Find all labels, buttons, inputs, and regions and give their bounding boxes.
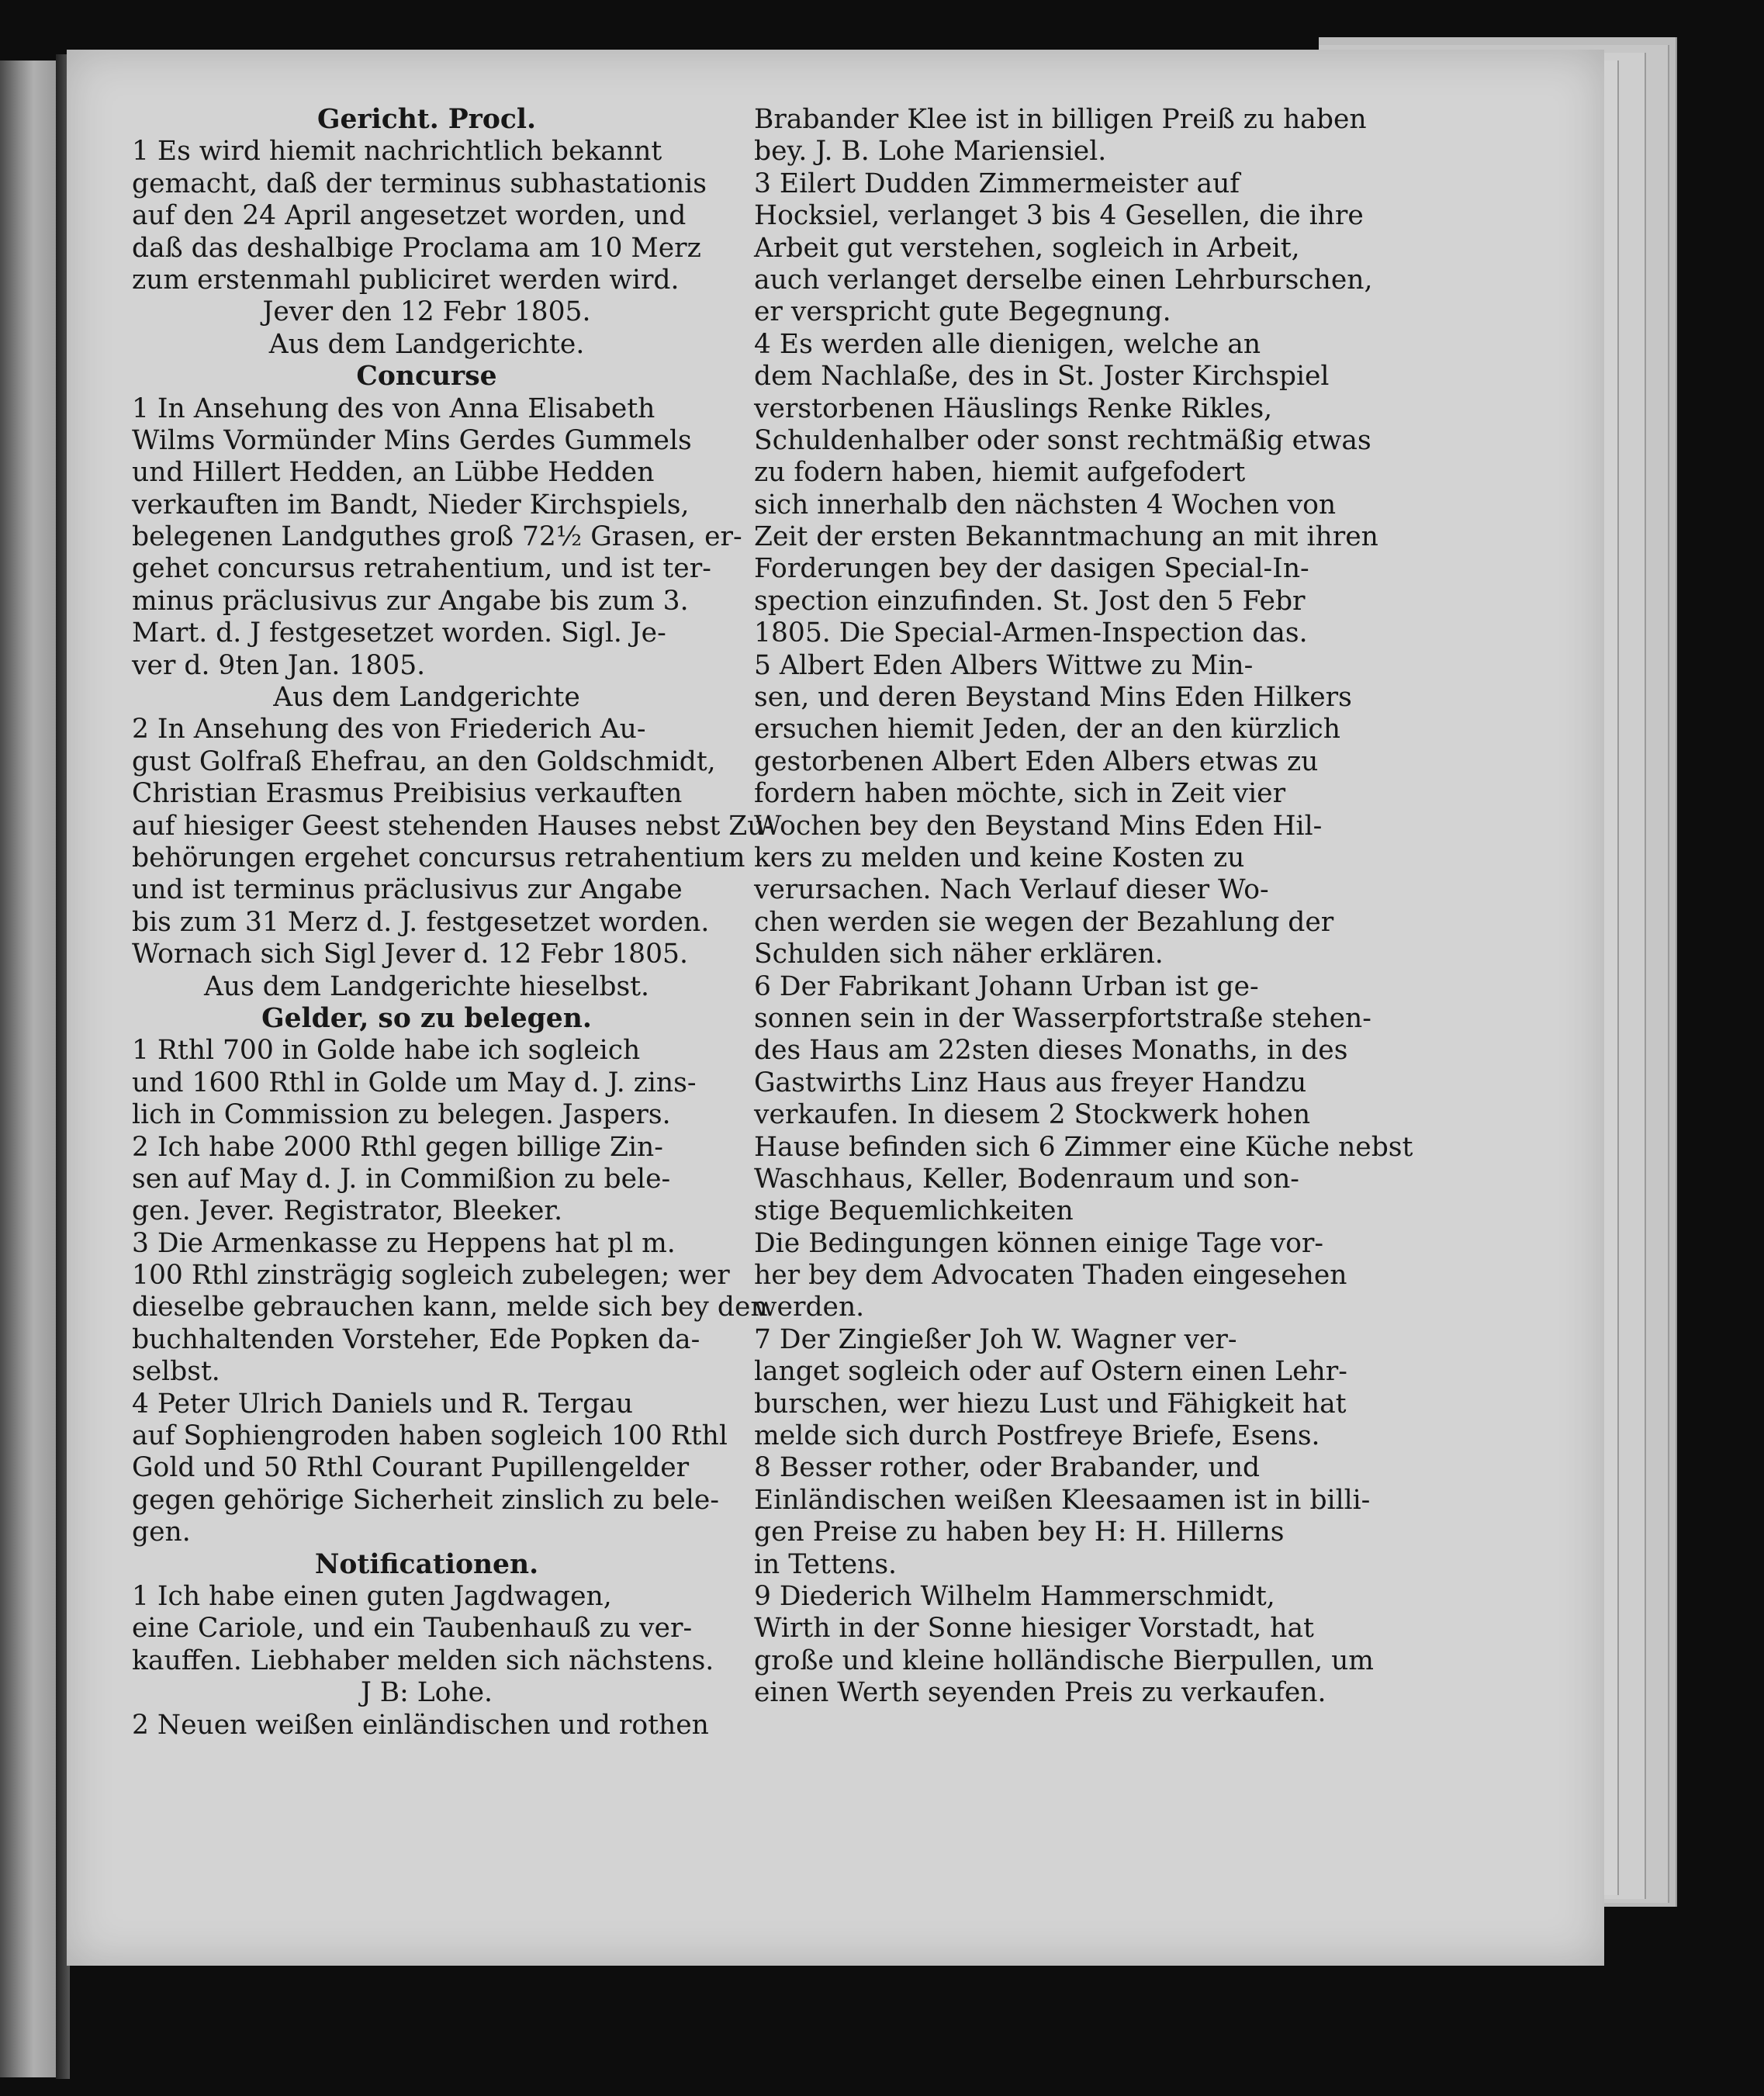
- section-heading: Gelder, so zu belegen.: [261, 1002, 592, 1034]
- text-line: 6 Der Fabrikant Johann Urban ist ge-: [754, 970, 1259, 1002]
- text-line: große und kleine holländische Bierpullen, um: [754, 1645, 1375, 1676]
- text-line: zu fodern haben, hiemit aufgefodert: [754, 457, 1246, 489]
- text-line: stige Bequemlichkeiten: [754, 1195, 1074, 1227]
- text-line: her bey dem Advocaten Thaden eingesehen: [754, 1260, 1347, 1292]
- text-line: dieselbe gebrauchen kann, melde sich bey den: [132, 1292, 768, 1323]
- text-line: Zeit der ersten Bekanntmachung an mit ihren: [754, 521, 1378, 553]
- text-line: auf hiesiger Geest stehenden Hauses nebst Zu-: [132, 810, 774, 842]
- text-line: J B: Lohe.: [360, 1677, 493, 1709]
- left-text-column: [132, 104, 773, 1741]
- text-line: spection einzufinden. St. Jost den 5 Febr: [754, 585, 1306, 617]
- section-heading: Gericht. Procl.: [317, 104, 536, 135]
- text-line: er verspricht gute Begegnung.: [754, 296, 1171, 328]
- text-line: dem Nachlaße, des in St. Joster Kirchspiel: [754, 361, 1330, 393]
- text-line: Gastwirths Linz Haus aus freyer Handzu: [754, 1067, 1307, 1098]
- text-line: sich innerhalb den nächsten 4 Wochen von: [754, 489, 1337, 521]
- text-line: melde sich durch Postfreye Briefe, Esens.: [754, 1420, 1320, 1452]
- text-line: bis zum 31 Merz d. J. festgesetzet worden.: [132, 906, 710, 938]
- text-line: gemacht, daß der terminus subhastationis: [132, 168, 707, 199]
- text-line: Wilms Vormünder Mins Gerdes Gummels: [132, 424, 692, 456]
- text-line: 4 Es werden alle dienigen, welche an: [754, 328, 1261, 360]
- text-line: auf den 24 April angesetzet worden, und: [132, 200, 687, 232]
- text-line: Mart. d. J festgesetzet worden. Sigl. Je-: [132, 617, 666, 649]
- text-line: Gold und 50 Rthl Courant Pupillengelder: [132, 1452, 690, 1484]
- text-line: Hause befinden sich 6 Zimmer eine Küche nebst: [754, 1131, 1413, 1163]
- text-line: verkauften im Bandt, Nieder Kirchspiels,: [132, 489, 690, 521]
- text-line: langet sogleich oder auf Ostern einen Lehr-: [754, 1356, 1347, 1388]
- text-line: Aus dem Landgerichte hieselbst.: [203, 970, 650, 1002]
- text-line: Wochen bey den Beystand Mins Eden Hil-: [754, 810, 1323, 842]
- text-line: Wornach sich Sigl Jever d. 12 Febr 1805.: [132, 939, 688, 970]
- text-line: gen. Jever. Registrator, Bleeker.: [132, 1195, 563, 1227]
- text-line: werden.: [754, 1292, 865, 1323]
- text-line: einen Werth seyenden Preis zu verkaufen.: [754, 1677, 1326, 1709]
- text-line: des Haus am 22sten dieses Monaths, in des: [754, 1035, 1348, 1067]
- text-line: lich in Commission zu belegen. Jaspers.: [132, 1099, 671, 1131]
- text-line: 1805. Die Special-Armen-Inspection das.: [754, 617, 1308, 649]
- text-line: Christian Erasmus Preibisius verkauften: [132, 778, 683, 810]
- text-line: Hocksiel, verlanget 3 bis 4 Gesellen, die ihre: [754, 200, 1364, 232]
- text-line: kers zu melden und keine Kosten zu: [754, 842, 1245, 873]
- text-line: 2 Neuen weißen einländischen und rothen: [132, 1709, 709, 1741]
- text-line: Schulden sich näher erklären.: [754, 939, 1164, 970]
- text-line: 7 Der Zingießer Joh W. Wagner ver-: [754, 1323, 1237, 1355]
- text-line: 1 Ich habe einen guten Jagdwagen,: [132, 1580, 612, 1612]
- text-line: Jever den 12 Febr 1805.: [262, 296, 591, 328]
- right-text-column: [754, 104, 1413, 1710]
- text-line: 1 Rthl 700 in Golde habe ich sogleich: [132, 1035, 641, 1067]
- text-line: Waschhaus, Keller, Bodenraum und son-: [754, 1163, 1299, 1195]
- left-page-edge: [0, 61, 56, 2077]
- section-heading: Notificationen.: [314, 1548, 539, 1580]
- text-line: bey. J. B. Lohe Mariensiel.: [754, 136, 1107, 168]
- text-line: gestorbenen Albert Eden Albers etwas zu: [754, 745, 1319, 777]
- text-line: verstorbenen Häuslings Renke Rikles,: [754, 393, 1273, 424]
- text-line: buchhaltenden Vorsteher, Ede Popken da-: [132, 1323, 700, 1355]
- text-line: auch verlanget derselbe einen Lehrburschen,: [754, 264, 1373, 296]
- text-line: und Hillert Hedden, an Lübbe Hedden: [132, 457, 655, 489]
- text-line: verkaufen. In diesem 2 Stockwerk hohen: [754, 1099, 1311, 1131]
- text-line: 1 Es wird hiemit nachrichtlich bekannt: [132, 136, 662, 168]
- text-line: und ist terminus präclusivus zur Angabe: [132, 874, 683, 906]
- text-line: ersuchen hiemit Jeden, der an den kürzlich: [754, 714, 1340, 745]
- text-line: in Tettens.: [754, 1548, 898, 1580]
- text-line: gegen gehörige Sicherheit zinslich zu bele-: [132, 1484, 719, 1516]
- main-page: [67, 50, 1604, 1966]
- text-line: selbst.: [132, 1356, 220, 1388]
- text-line: 1 In Ansehung des von Anna Elisabeth: [132, 393, 655, 424]
- text-line: gehet concursus retrahentium, und ist ter-: [132, 553, 711, 585]
- text-line: 2 In Ansehung des von Friederich Au-: [132, 714, 646, 745]
- text-line: 4 Peter Ulrich Daniels und R. Tergau: [132, 1388, 633, 1420]
- text-line: 8 Besser rother, oder Brabander, und: [754, 1452, 1261, 1484]
- text-line: daß das deshalbige Proclama am 10 Merz: [132, 232, 701, 264]
- text-line: Aus dem Landgerichte: [273, 682, 580, 714]
- text-line: Forderungen bey der dasigen Special-In-: [754, 553, 1309, 585]
- text-line: 3 Eilert Dudden Zimmermeister auf: [754, 168, 1240, 199]
- text-line: Brabander Klee ist in billigen Preiß zu haben: [754, 104, 1367, 135]
- text-line: 100 Rthl zinsträgig sogleich zubelegen; wer: [132, 1260, 730, 1292]
- text-line: Wirth in der Sonne hiesiger Vorstadt, hat: [754, 1613, 1314, 1645]
- text-line: Aus dem Landgerichte.: [268, 328, 585, 360]
- text-line: gen Preise zu haben bey H: H. Hillerns: [754, 1517, 1285, 1548]
- text-line: gen.: [132, 1517, 191, 1548]
- text-line: Die Bedingungen können einige Tage vor-: [754, 1227, 1324, 1259]
- text-line: verursachen. Nach Verlauf dieser Wo-: [754, 874, 1269, 906]
- text-line: gust Golfraß Ehefrau, an den Goldschmidt,: [132, 745, 716, 777]
- text-line: 2 Ich habe 2000 Rthl gegen billige Zin-: [132, 1131, 663, 1163]
- text-line: Einländischen weißen Kleesaamen ist in billi-: [754, 1484, 1371, 1516]
- text-line: fordern haben möchte, sich in Zeit vier: [754, 778, 1286, 810]
- text-line: minus präclusivus zur Angabe bis zum 3.: [132, 585, 689, 617]
- text-line: Schuldenhalber oder sonst rechtmäßig etwas: [754, 424, 1371, 456]
- text-line: auf Sophiengroden haben sogleich 100 Rthl: [132, 1420, 728, 1452]
- text-line: und 1600 Rthl in Golde um May d. J. zins-: [132, 1067, 697, 1098]
- text-line: chen werden sie wegen der Bezahlung der: [754, 906, 1334, 938]
- text-line: belegenen Landguthes groß 72½ Grasen, er-: [132, 521, 742, 553]
- text-line: sen auf May d. J. in Commißion zu bele-: [132, 1163, 671, 1195]
- text-line: Arbeit gut verstehen, sogleich in Arbeit,: [754, 232, 1300, 264]
- section-heading: Concurse: [356, 361, 497, 393]
- text-line: 3 Die Armenkasse zu Heppens hat pl m.: [132, 1227, 676, 1259]
- text-line: sonnen sein in der Wasserpfortstraße stehen-: [754, 1002, 1371, 1034]
- text-line: burschen, wer hiezu Lust und Fähigkeit hat: [754, 1388, 1347, 1420]
- text-line: behörungen ergehet concursus retrahentium: [132, 842, 745, 873]
- text-line: sen, und deren Beystand Mins Eden Hilkers: [754, 682, 1352, 714]
- text-line: 5 Albert Eden Albers Wittwe zu Min-: [754, 649, 1254, 681]
- text-line: 9 Diederich Wilhelm Hammerschmidt,: [754, 1580, 1275, 1612]
- text-line: zum erstenmahl publiciret werden wird.: [132, 264, 680, 296]
- text-line: kauffen. Liebhaber melden sich nächstens.: [132, 1645, 714, 1676]
- text-line: eine Cariole, und ein Taubenhauß zu ver-: [132, 1613, 693, 1645]
- text-line: ver d. 9ten Jan. 1805.: [132, 649, 426, 681]
